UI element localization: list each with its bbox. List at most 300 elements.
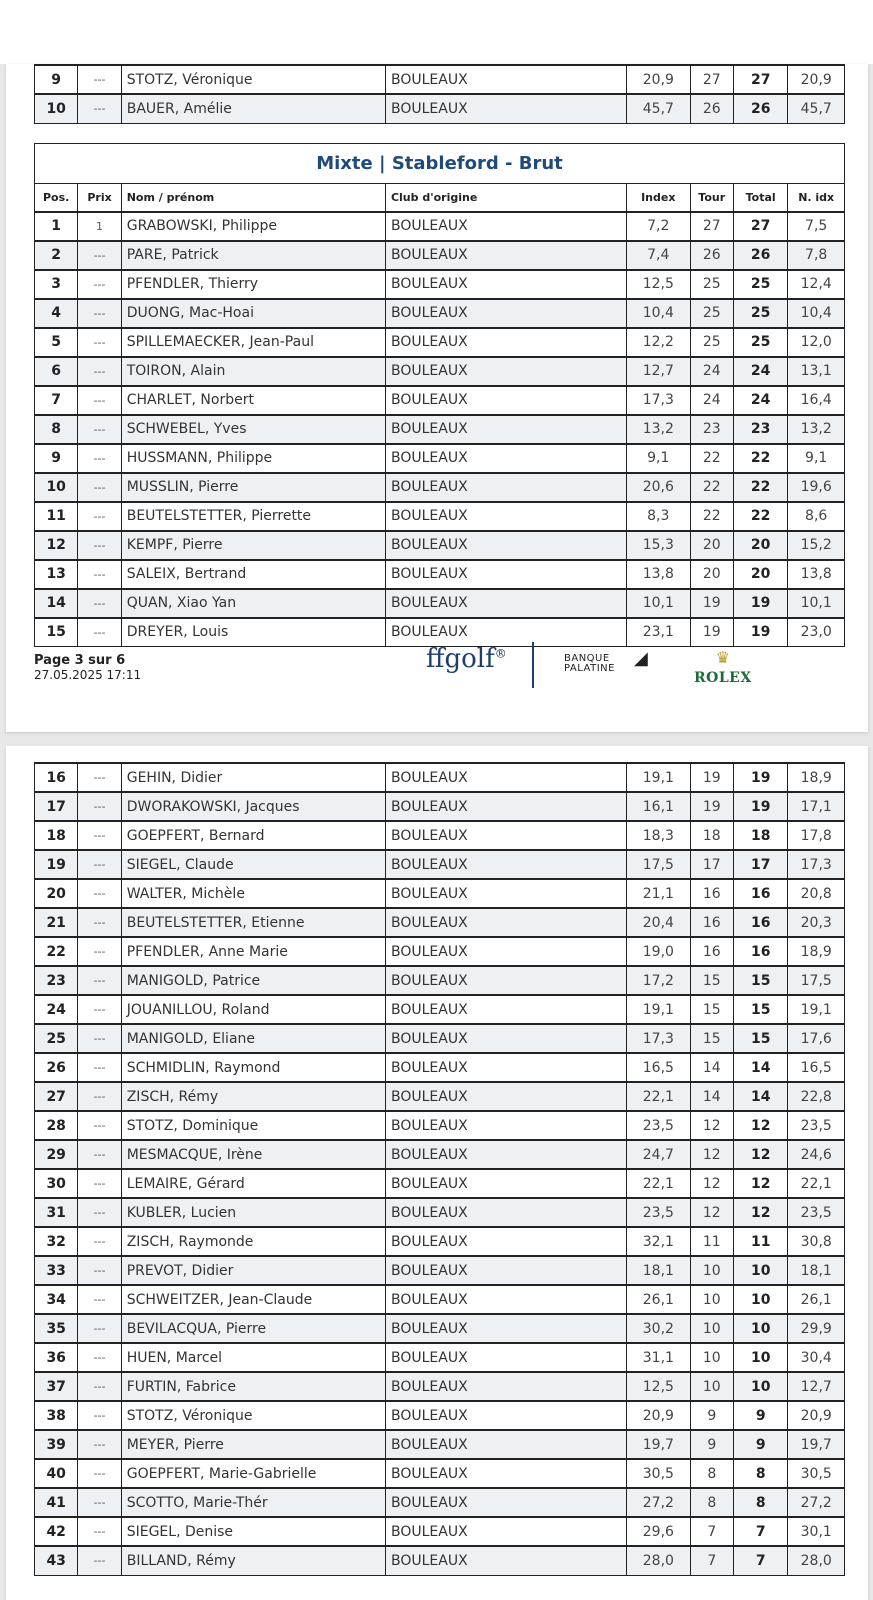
cell-club: BOULEAUX [385, 270, 626, 299]
cell-pos: 26 [35, 1053, 78, 1082]
cell-index: 12,7 [627, 357, 691, 386]
cell-nidx: 13,2 [788, 415, 845, 444]
cell-nidx: 12,4 [788, 270, 845, 299]
cell-index: 12,5 [627, 270, 691, 299]
table-row [35, 444, 845, 473]
table-row [35, 1459, 845, 1488]
cell-club: BOULEAUX [386, 1227, 627, 1256]
cell-nidx: 17,1 [788, 792, 845, 821]
cell-name: MEYER, Pierre [121, 1430, 385, 1459]
cell-total: 14 [733, 1082, 787, 1111]
cell-total: 8 [733, 1488, 787, 1517]
cell-prix: --- [78, 792, 121, 821]
header-nidx: N. idx [788, 184, 845, 212]
cell-total: 25 [733, 328, 787, 357]
cell-index: 19,7 [627, 1430, 691, 1459]
cell-club: BOULEAUX [386, 792, 627, 821]
cell-prix: --- [78, 1140, 121, 1169]
banque-palatine-logo: BANQUE PALATINE ◢ [564, 648, 649, 674]
cell-tour: 24 [690, 386, 733, 415]
cell-index: 7,2 [627, 212, 691, 241]
cell-total: 23 [733, 415, 787, 444]
cell-index: 21,1 [627, 879, 691, 908]
cell-name: GEHIN, Didier [121, 763, 385, 792]
cell-total: 16 [733, 908, 787, 937]
cell-club: BOULEAUX [385, 241, 626, 270]
table-row [35, 94, 845, 123]
cell-nidx: 45,7 [788, 94, 845, 123]
cell-index: 29,6 [627, 1517, 691, 1546]
cell-pos: 11 [35, 502, 78, 531]
cell-index: 30,2 [627, 1314, 691, 1343]
cell-total: 25 [733, 270, 787, 299]
cell-total: 20 [733, 531, 787, 560]
table-row [35, 386, 845, 415]
cell-pos: 31 [35, 1198, 78, 1227]
cell-index: 18,1 [627, 1256, 691, 1285]
cell-index: 20,4 [627, 908, 691, 937]
cell-club: BOULEAUX [386, 65, 627, 94]
cell-nidx: 17,8 [788, 821, 845, 850]
cell-club: BOULEAUX [386, 1372, 627, 1401]
cell-name: DREYER, Louis [121, 618, 385, 647]
cell-prix: --- [78, 821, 121, 850]
cell-club: BOULEAUX [385, 212, 626, 241]
cell-tour: 22 [690, 473, 733, 502]
cell-club: BOULEAUX [385, 589, 626, 618]
header-name: Nom / prénom [121, 184, 385, 212]
table-header-row [35, 184, 845, 212]
table-row [35, 473, 845, 502]
cell-club: BOULEAUX [386, 1082, 627, 1111]
cell-total: 15 [733, 1024, 787, 1053]
cell-pos: 40 [35, 1459, 78, 1488]
cell-nidx: 29,9 [788, 1314, 845, 1343]
cell-total: 27 [733, 65, 787, 94]
cell-tour: 12 [690, 1169, 733, 1198]
table-row [35, 560, 845, 589]
cell-name: BILLAND, Rémy [121, 1546, 385, 1575]
cell-tour: 11 [690, 1227, 733, 1256]
cell-club: BOULEAUX [385, 415, 626, 444]
cell-club: BOULEAUX [386, 908, 627, 937]
cell-index: 20,9 [627, 1401, 691, 1430]
cell-index: 20,6 [627, 473, 691, 502]
cell-tour: 25 [690, 328, 733, 357]
cell-nidx: 18,9 [788, 763, 845, 792]
cell-name: ZISCH, Rémy [121, 1082, 385, 1111]
cell-index: 32,1 [627, 1227, 691, 1256]
table-row [35, 1314, 845, 1343]
cell-tour: 25 [690, 270, 733, 299]
rolex-logo: ♛ ROLEX [694, 648, 752, 686]
cell-club: BOULEAUX [386, 1256, 627, 1285]
cell-prix: 1 [78, 212, 121, 241]
cell-total: 19 [733, 589, 787, 618]
cell-name: STOTZ, Véronique [121, 65, 385, 94]
cell-prix: --- [78, 386, 121, 415]
cell-prix: --- [78, 270, 121, 299]
cell-prix: --- [78, 1256, 121, 1285]
cell-tour: 19 [690, 792, 733, 821]
cell-total: 12 [733, 1198, 787, 1227]
cell-name: DUONG, Mac-Hoai [121, 299, 385, 328]
cell-pos: 30 [35, 1169, 78, 1198]
cell-nidx: 16,4 [788, 386, 845, 415]
cell-nidx: 9,1 [788, 444, 845, 473]
cell-index: 17,3 [627, 1024, 691, 1053]
cell-club: BOULEAUX [386, 94, 627, 123]
previous-results-body [35, 65, 845, 123]
table-row [35, 328, 845, 357]
cell-club: BOULEAUX [385, 444, 626, 473]
cell-index: 10,1 [627, 589, 691, 618]
cell-pos: 34 [35, 1285, 78, 1314]
cell-nidx: 19,6 [788, 473, 845, 502]
cell-pos: 38 [35, 1401, 78, 1430]
cell-club: BOULEAUX [386, 1517, 627, 1546]
cell-club: BOULEAUX [386, 1430, 627, 1459]
table-row [35, 618, 845, 647]
cell-prix: --- [78, 1314, 121, 1343]
cell-pos: 17 [35, 792, 78, 821]
cell-name: BEUTELSTETTER, Etienne [121, 908, 385, 937]
cell-pos: 39 [35, 1430, 78, 1459]
cell-index: 15,3 [627, 531, 691, 560]
cell-nidx: 27,2 [788, 1488, 845, 1517]
cell-total: 7 [733, 1517, 787, 1546]
cell-total: 24 [733, 357, 787, 386]
page-footer [34, 654, 141, 682]
cell-total: 22 [733, 444, 787, 473]
cell-prix: --- [78, 1285, 121, 1314]
cell-tour: 14 [690, 1082, 733, 1111]
cell-nidx: 17,3 [788, 850, 845, 879]
cell-name: HUEN, Marcel [121, 1343, 385, 1372]
cell-name: MESMACQUE, Irène [121, 1140, 385, 1169]
cell-club: BOULEAUX [386, 966, 627, 995]
cell-tour: 27 [690, 65, 733, 94]
cell-prix: --- [78, 1430, 121, 1459]
logo-separator [532, 642, 534, 688]
cell-prix: --- [78, 415, 121, 444]
cell-index: 7,4 [627, 241, 691, 270]
cell-name: GOEPFERT, Bernard [121, 821, 385, 850]
cell-prix: --- [78, 1488, 121, 1517]
cell-nidx: 20,8 [788, 879, 845, 908]
cell-index: 22,1 [627, 1082, 691, 1111]
cell-total: 27 [733, 212, 787, 241]
cell-index: 45,7 [627, 94, 691, 123]
cell-tour: 14 [690, 1053, 733, 1082]
cell-name: BEVILACQUA, Pierre [121, 1314, 385, 1343]
cell-pos: 32 [35, 1227, 78, 1256]
cell-prix: --- [78, 1082, 121, 1111]
cell-prix: --- [78, 1372, 121, 1401]
cell-total: 18 [733, 821, 787, 850]
cell-club: BOULEAUX [385, 357, 626, 386]
table-row [35, 270, 845, 299]
ffgolf-logo: ffgolf® [426, 644, 507, 674]
cell-total: 12 [733, 1111, 787, 1140]
cell-name: SCHMIDLIN, Raymond [121, 1053, 385, 1082]
table-row [35, 937, 845, 966]
cell-nidx: 23,5 [788, 1198, 845, 1227]
cell-pos: 18 [35, 821, 78, 850]
cell-index: 23,5 [627, 1111, 691, 1140]
results-body [35, 212, 845, 647]
cell-prix: --- [78, 1343, 121, 1372]
cell-index: 19,1 [627, 763, 691, 792]
cell-nidx: 18,9 [788, 937, 845, 966]
cell-club: BOULEAUX [385, 328, 626, 357]
cell-tour: 9 [690, 1401, 733, 1430]
cell-name: MANIGOLD, Eliane [121, 1024, 385, 1053]
cell-total: 22 [733, 502, 787, 531]
cell-pos: 16 [35, 763, 78, 792]
cell-index: 17,2 [627, 966, 691, 995]
cell-index: 18,3 [627, 821, 691, 850]
cell-nidx: 13,1 [788, 357, 845, 386]
cell-total: 17 [733, 850, 787, 879]
cell-index: 17,5 [627, 850, 691, 879]
cell-index: 27,2 [627, 1488, 691, 1517]
cell-nidx: 8,6 [788, 502, 845, 531]
cell-nidx: 22,8 [788, 1082, 845, 1111]
table-row [35, 1430, 845, 1459]
cell-tour: 26 [690, 94, 733, 123]
cell-nidx: 17,6 [788, 1024, 845, 1053]
cell-tour: 10 [690, 1256, 733, 1285]
table-row [35, 212, 845, 241]
cell-name: PREVOT, Didier [121, 1256, 385, 1285]
cell-index: 13,8 [627, 560, 691, 589]
cell-name: PFENDLER, Thierry [121, 270, 385, 299]
cell-pos: 41 [35, 1488, 78, 1517]
cell-name: ZISCH, Raymonde [121, 1227, 385, 1256]
table-row [35, 1169, 845, 1198]
table-row [35, 299, 845, 328]
cell-tour: 10 [690, 1285, 733, 1314]
table-row [35, 1546, 845, 1575]
cell-pos: 29 [35, 1140, 78, 1169]
table-row [35, 879, 845, 908]
cell-prix: --- [78, 1401, 121, 1430]
cell-nidx: 10,4 [788, 299, 845, 328]
cell-total: 19 [733, 618, 787, 647]
cell-prix: --- [78, 328, 121, 357]
cell-pos: 28 [35, 1111, 78, 1140]
cell-pos: 7 [35, 386, 78, 415]
cell-nidx: 30,1 [788, 1517, 845, 1546]
cell-prix: --- [78, 1169, 121, 1198]
cell-index: 17,3 [627, 386, 691, 415]
cell-total: 19 [733, 792, 787, 821]
cell-name: GOEPFERT, Marie-Gabrielle [121, 1459, 385, 1488]
cell-prix: --- [78, 879, 121, 908]
cell-pos: 33 [35, 1256, 78, 1285]
table-row [35, 1517, 845, 1546]
cell-pos: 6 [35, 357, 78, 386]
cell-nidx: 30,8 [788, 1227, 845, 1256]
cell-club: BOULEAUX [386, 763, 627, 792]
cell-tour: 7 [690, 1546, 733, 1575]
cell-total: 10 [733, 1285, 787, 1314]
cell-nidx: 12,0 [788, 328, 845, 357]
cell-club: BOULEAUX [386, 1053, 627, 1082]
cell-pos: 42 [35, 1517, 78, 1546]
cell-club: BOULEAUX [386, 850, 627, 879]
table-row [35, 1227, 845, 1256]
cell-name: PFENDLER, Anne Marie [121, 937, 385, 966]
cell-prix: --- [78, 763, 121, 792]
table-row [35, 763, 845, 792]
cell-index: 19,1 [627, 995, 691, 1024]
cell-index: 13,2 [627, 415, 691, 444]
cell-nidx: 16,5 [788, 1053, 845, 1082]
table-row [35, 821, 845, 850]
cell-total: 14 [733, 1053, 787, 1082]
table-row [35, 1488, 845, 1517]
cell-club: BOULEAUX [385, 531, 626, 560]
cell-pos: 22 [35, 937, 78, 966]
cell-club: BOULEAUX [386, 1401, 627, 1430]
cell-prix: --- [78, 995, 121, 1024]
cell-club: BOULEAUX [386, 1198, 627, 1227]
cell-club: BOULEAUX [386, 1546, 627, 1575]
cell-name: HUSSMANN, Philippe [121, 444, 385, 473]
cell-club: BOULEAUX [386, 821, 627, 850]
cell-name: STOTZ, Dominique [121, 1111, 385, 1140]
cell-club: BOULEAUX [386, 1140, 627, 1169]
cell-pos: 10 [35, 473, 78, 502]
cell-tour: 12 [690, 1140, 733, 1169]
banque-palatine-mark-icon: ◢ [634, 648, 649, 669]
cell-tour: 16 [690, 908, 733, 937]
cell-total: 26 [733, 241, 787, 270]
cell-prix: --- [78, 94, 121, 123]
document-page-3 [6, 64, 868, 732]
cell-name: BEUTELSTETTER, Pierrette [121, 502, 385, 531]
cell-name: GRABOWSKI, Philippe [121, 212, 385, 241]
cell-pos: 36 [35, 1343, 78, 1372]
cell-total: 19 [733, 763, 787, 792]
cell-index: 30,5 [627, 1459, 691, 1488]
cell-index: 8,3 [627, 502, 691, 531]
cell-nidx: 19,7 [788, 1430, 845, 1459]
cell-name: SCHWEITZER, Jean-Claude [121, 1285, 385, 1314]
cell-name: MANIGOLD, Patrice [121, 966, 385, 995]
cell-total: 10 [733, 1256, 787, 1285]
table-row [35, 1024, 845, 1053]
cell-club: BOULEAUX [386, 1285, 627, 1314]
cell-index: 22,1 [627, 1169, 691, 1198]
cell-total: 16 [733, 937, 787, 966]
cell-club: BOULEAUX [385, 299, 626, 328]
cell-tour: 8 [690, 1459, 733, 1488]
cell-pos: 4 [35, 299, 78, 328]
cell-total: 12 [733, 1140, 787, 1169]
cell-name: WALTER, Michèle [121, 879, 385, 908]
cell-tour: 17 [690, 850, 733, 879]
cell-name: SIEGEL, Denise [121, 1517, 385, 1546]
cell-total: 7 [733, 1546, 787, 1575]
cell-name: KEMPF, Pierre [121, 531, 385, 560]
cell-index: 20,9 [627, 65, 691, 94]
cell-pos: 43 [35, 1546, 78, 1575]
cell-club: BOULEAUX [385, 618, 626, 647]
previous-results-table [34, 64, 845, 124]
cell-total: 16 [733, 879, 787, 908]
cell-name: LEMAIRE, Gérard [121, 1169, 385, 1198]
cell-name: STOTZ, Véronique [121, 1401, 385, 1430]
cell-prix: --- [78, 850, 121, 879]
cell-pos: 3 [35, 270, 78, 299]
cell-tour: 7 [690, 1517, 733, 1546]
cell-club: BOULEAUX [385, 560, 626, 589]
cell-name: KUBLER, Lucien [121, 1198, 385, 1227]
cell-tour: 22 [690, 444, 733, 473]
cell-name: BAUER, Amélie [121, 94, 385, 123]
cell-name: FURTIN, Fabrice [121, 1372, 385, 1401]
table-row [35, 792, 845, 821]
cell-prix: --- [78, 1517, 121, 1546]
cell-index: 24,7 [627, 1140, 691, 1169]
cell-nidx: 20,9 [788, 1401, 845, 1430]
cell-tour: 10 [690, 1372, 733, 1401]
cell-nidx: 15,2 [788, 531, 845, 560]
cell-pos: 15 [35, 618, 78, 647]
cell-total: 26 [733, 94, 787, 123]
cell-club: BOULEAUX [386, 1024, 627, 1053]
cell-tour: 23 [690, 415, 733, 444]
cell-club: BOULEAUX [385, 502, 626, 531]
header-tour: Tour [690, 184, 733, 212]
cell-pos: 21 [35, 908, 78, 937]
top-bar [0, 0, 873, 64]
table-row [35, 966, 845, 995]
cell-pos: 10 [35, 94, 78, 123]
cell-prix: --- [78, 1459, 121, 1488]
table-row [35, 908, 845, 937]
table-row [35, 850, 845, 879]
cell-prix: --- [78, 1227, 121, 1256]
cell-tour: 20 [690, 560, 733, 589]
cell-pos: 20 [35, 879, 78, 908]
cell-index: 19,0 [627, 937, 691, 966]
cell-tour: 16 [690, 879, 733, 908]
table-row [35, 241, 845, 270]
cell-index: 23,5 [627, 1198, 691, 1227]
cell-prix: --- [78, 1111, 121, 1140]
table-row [35, 1198, 845, 1227]
cell-pos: 14 [35, 589, 78, 618]
cell-tour: 16 [690, 937, 733, 966]
cell-pos: 27 [35, 1082, 78, 1111]
cell-total: 15 [733, 966, 787, 995]
cell-nidx: 20,9 [788, 65, 845, 94]
cell-tour: 12 [690, 1198, 733, 1227]
cell-index: 16,1 [627, 792, 691, 821]
cell-total: 10 [733, 1372, 787, 1401]
table-row [35, 531, 845, 560]
header-club: Club d'origine [385, 184, 626, 212]
table-row [35, 502, 845, 531]
cell-prix: --- [78, 589, 121, 618]
cell-nidx: 26,1 [788, 1285, 845, 1314]
cell-nidx: 17,5 [788, 966, 845, 995]
cell-club: BOULEAUX [386, 1343, 627, 1372]
